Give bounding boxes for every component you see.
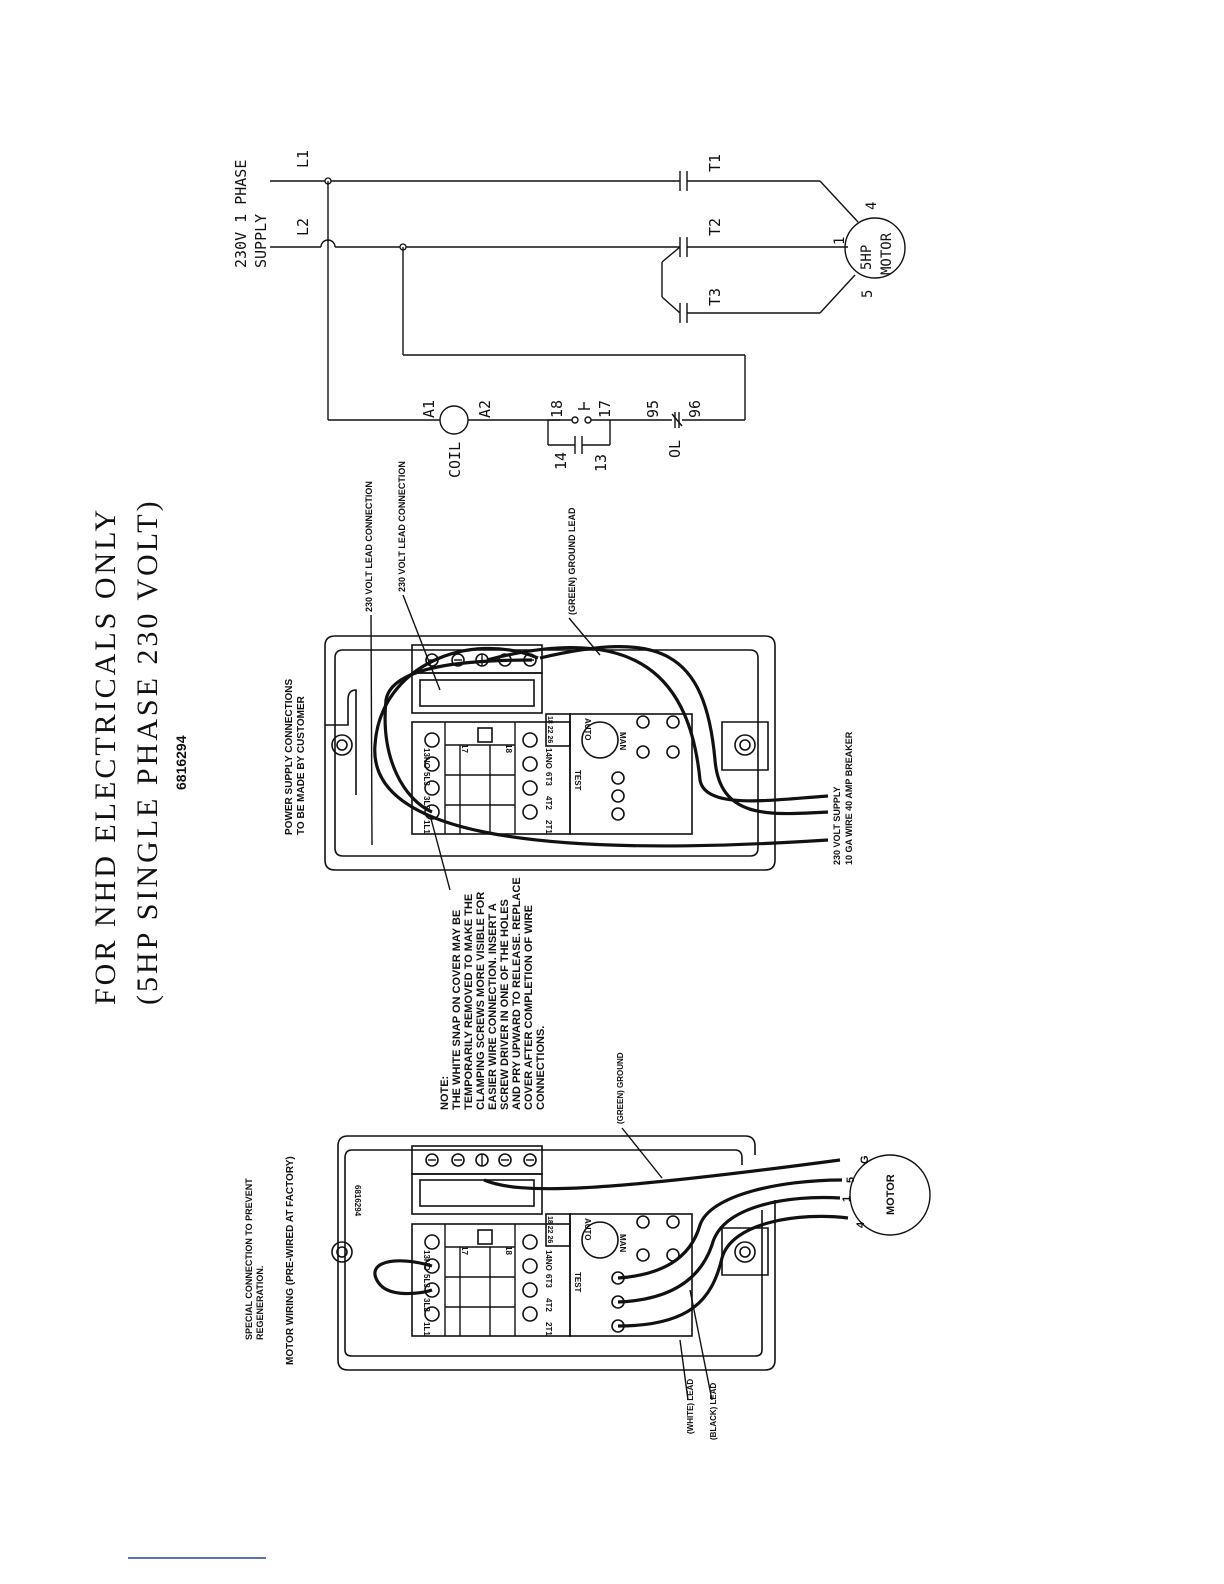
overload-label: OL <box>666 439 684 458</box>
upper-wire-3 <box>487 647 828 800</box>
lower-relay-test: TEST <box>573 1272 582 1293</box>
upper-supply-note-1: 230 VOLT SUPPLY <box>832 786 842 865</box>
lower-terminal-13no: 13NO <box>422 1250 431 1271</box>
upper-header-2: TO BE MADE BY CUSTOMER <box>296 696 307 835</box>
coil-label: COIL <box>446 441 464 478</box>
line-l1-label: L1 <box>294 149 312 168</box>
lower-relay-auto: AUTO <box>583 1218 592 1241</box>
upper-terminal-2t1: 2T1 <box>544 820 553 834</box>
note-line-2: TEMPORARILY REMOVED TO MAKE THE <box>463 893 475 1110</box>
note-line-5: SCREW DRIVER IN ONE OF THE HOLES <box>499 899 511 1110</box>
lower-terminal-2t1: 2T1 <box>544 1322 553 1336</box>
title-line-2: (5HP SINGLE PHASE 230 VOLT) <box>131 498 164 1005</box>
lower-enclosure <box>244 1052 930 1440</box>
lower-terminal-6t3: 6T3 <box>544 1274 553 1288</box>
upper-relay-range: 18 22 26 <box>546 716 553 744</box>
supply-label-1: 230V 1 PHASE <box>232 159 250 268</box>
lower-button-18: 18 <box>504 1246 513 1255</box>
lower-motor-terminal-5: 5 <box>845 1176 857 1183</box>
upper-enclosure <box>284 461 854 890</box>
upper-terminal-4t2: 4T2 <box>544 796 553 810</box>
motor-terminal-5: 5 <box>860 289 876 298</box>
upper-mount-hole-right <box>735 735 755 755</box>
lower-header-a-2: REGENERATION. <box>255 1265 265 1340</box>
ol-terminal-96: 96 <box>686 399 704 418</box>
upper-relay-auto: AUTO <box>583 718 592 741</box>
lower-button-17: 17 <box>460 1246 469 1255</box>
lower-mount-hole-left <box>332 1242 352 1262</box>
lower-relay-man: MAN <box>618 1234 627 1253</box>
lower-box-label: 6816294 <box>353 1185 362 1217</box>
upper-terminal-13no: 13NO <box>422 748 431 769</box>
note-heading: NOTE: <box>439 1075 451 1110</box>
lower-terminal-1l1: 1L1 <box>422 1322 431 1336</box>
lower-terminal-strip <box>426 1154 536 1166</box>
upper-terminal-1l1: 1L1 <box>422 820 431 834</box>
upper-callout-230v-2: 230 VOLT LEAD CONNECTION <box>397 461 407 592</box>
lower-callout-ground: (GREEN) GROUND <box>616 1052 625 1124</box>
upper-terminal-3l2: 3L2 <box>422 796 431 810</box>
part-number: 6816294 <box>173 735 189 790</box>
lower-terminal-4t2: 4T2 <box>544 1298 553 1312</box>
upper-callout-ground: (GREEN) GROUND LEAD <box>567 507 577 615</box>
schematic-motor-label: MOTOR <box>879 232 895 275</box>
upper-button-18: 18 <box>504 744 513 753</box>
note-block <box>439 877 547 1110</box>
contact-t3-label: T3 <box>706 287 724 306</box>
ol-terminal-95: 95 <box>644 399 662 418</box>
note-line-3: CLAMPING SCREWS MORE VISIBLE FOR <box>475 891 487 1110</box>
schematic-motor-symbol <box>845 218 905 278</box>
upper-terminal-6t3: 6T3 <box>544 772 553 786</box>
lower-header-a-1: SPECIAL CONNECTION TO PREVENT <box>244 1178 254 1340</box>
lower-terminal-5l3: 5L3 <box>422 1274 431 1288</box>
upper-callout-230v-1: 230 VOLT LEAD CONNECTION <box>364 481 374 612</box>
coil-a1-label: A1 <box>420 399 438 418</box>
contact-t2-label: T2 <box>706 217 724 236</box>
upper-overload-relay <box>546 714 692 834</box>
upper-relay-test: TEST <box>573 770 582 791</box>
lower-terminal-14no: 14NO <box>544 1250 553 1271</box>
title-line-1: FOR NHD ELECTRICALS ONLY <box>89 506 122 1005</box>
line-l2-label: L2 <box>294 217 312 236</box>
lower-wire-5 <box>618 1180 842 1278</box>
motor-terminal-4: 4 <box>864 201 880 210</box>
lower-callout-white: (WHITE) LEAD <box>686 1378 695 1434</box>
button-terminal-18: 18 <box>548 399 566 418</box>
lower-relay-range: 18 22 26 <box>546 1216 553 1244</box>
upper-supply-note-2: 10 GA WIRE 40 AMP BREAKER <box>844 731 854 865</box>
schematic-motor-hp: 5HP <box>859 244 875 270</box>
note-line-8: CONNECTIONS. <box>535 1025 547 1110</box>
lower-header-b: MOTOR WIRING (PRE-WIRED AT FACTORY) <box>285 1156 296 1365</box>
schematic <box>232 150 905 478</box>
upper-wire-1 <box>375 648 828 846</box>
supply-label-2: SUPPLY <box>252 213 270 268</box>
upper-terminal-14no: 14NO <box>544 748 553 769</box>
button-terminal-17: 17 <box>596 399 614 418</box>
button-terminal-14: 14 <box>552 451 570 470</box>
coil-a2-label: A2 <box>476 399 494 418</box>
button-terminal-13: 13 <box>592 453 610 472</box>
lower-motor-terminal-4: 4 <box>855 1221 867 1228</box>
motor-terminal-1: 1 <box>832 236 848 245</box>
upper-header-1: POWER SUPPLY CONNECTIONS <box>284 678 295 835</box>
lower-wire-1 <box>618 1198 840 1302</box>
contact-t1-label: T1 <box>706 153 724 172</box>
lower-callout-black: (BLACK) LEAD <box>709 1382 718 1440</box>
lower-motor-label: MOTOR <box>885 1174 897 1215</box>
lower-terminal-3l2: 3L2 <box>422 1298 431 1312</box>
upper-terminal-5l3: 5L3 <box>422 772 431 786</box>
note-line-1: THE WHITE SNAP ON COVER MAY BE <box>451 909 463 1110</box>
note-line-7: COVER AFTER COMPLETION OF WIRE <box>523 905 535 1110</box>
note-line-6: AND PRY UPWARD TO RELEASE. REPLACE <box>511 877 523 1110</box>
title-block <box>89 498 164 1005</box>
lower-enclosure-outline <box>348 1136 755 1155</box>
upper-button-17: 17 <box>460 744 469 753</box>
upper-relay-man: MAN <box>618 732 627 751</box>
lower-motor-terminal-g: G <box>859 1155 871 1164</box>
coil-symbol <box>440 406 468 434</box>
lower-motor-terminal-1: 1 <box>841 1195 853 1202</box>
upper-wire-4 <box>385 660 532 812</box>
note-line-4: EASIER WIRE CONNECTION. INSERT A <box>487 903 499 1110</box>
lower-mount-hole-right <box>735 1242 755 1262</box>
